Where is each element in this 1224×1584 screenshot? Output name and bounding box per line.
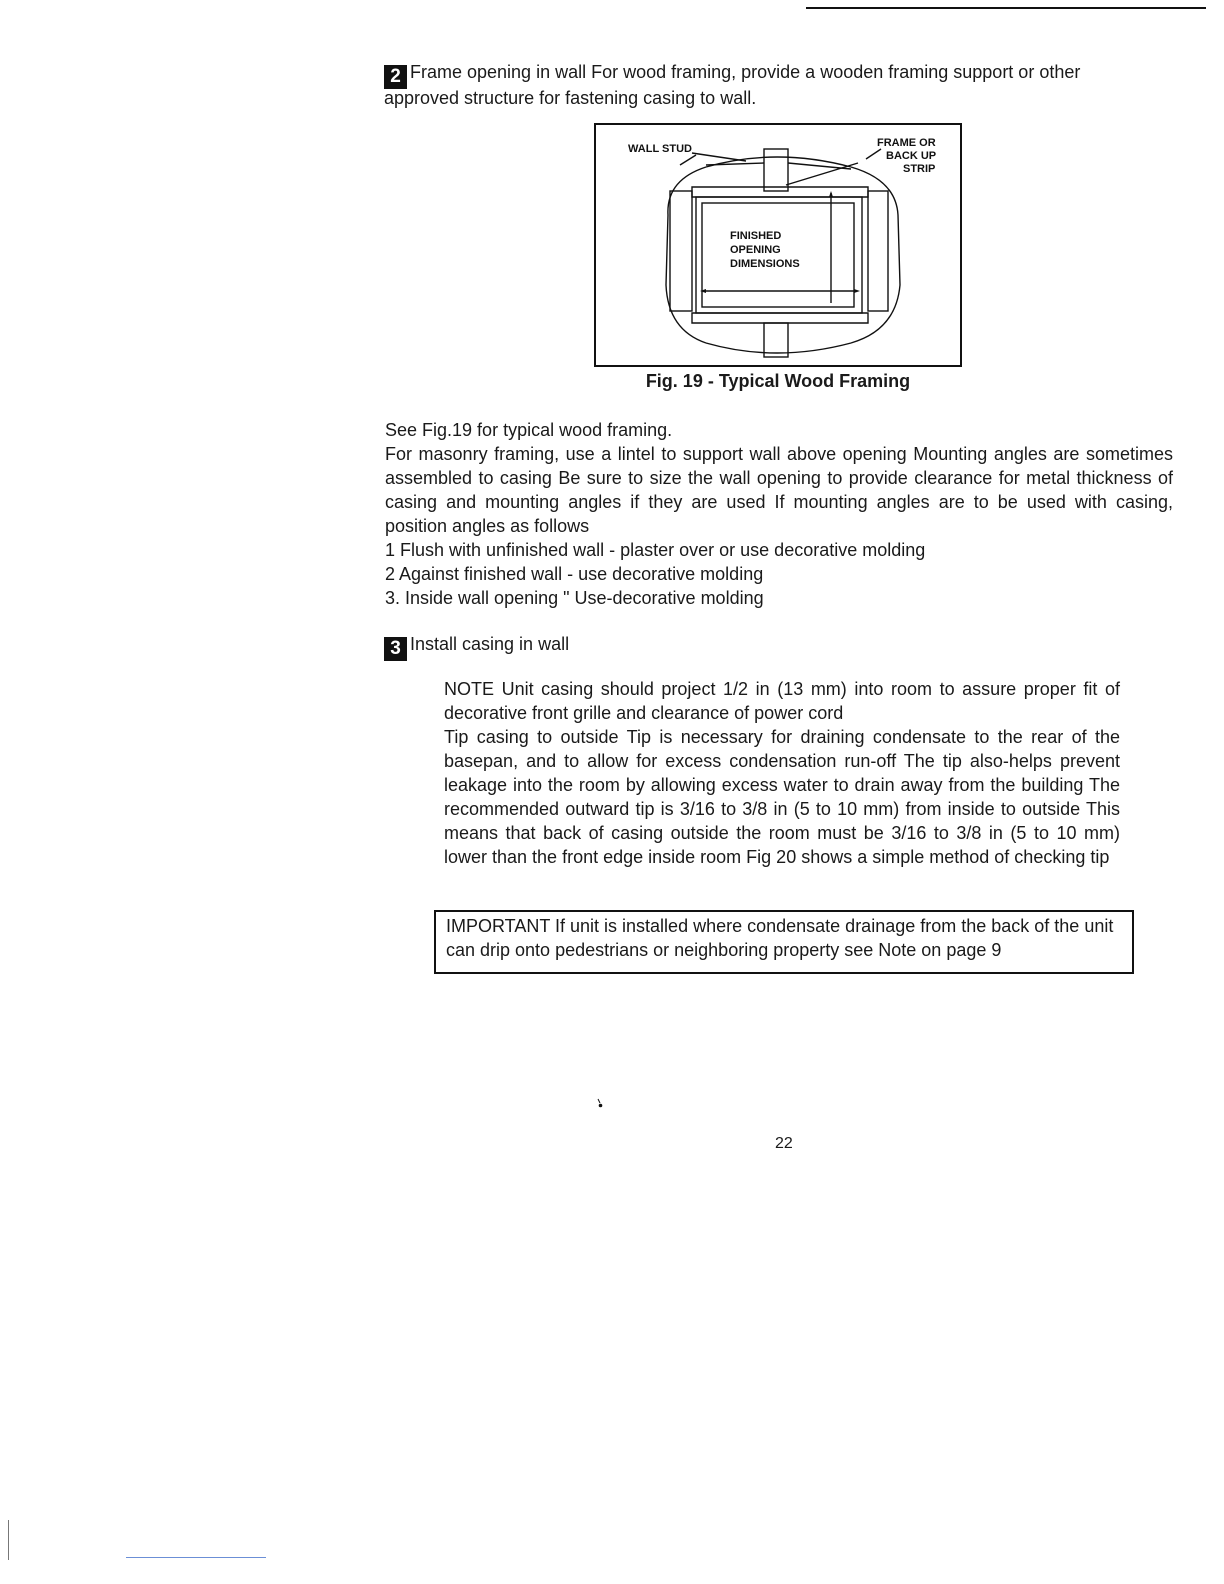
body-text (385, 418, 1173, 610)
section-2-text-cont: approved structure for fastening casing to wall. (384, 88, 757, 108)
dimensions-label: DIMENSIONS (730, 258, 800, 270)
back-up-label: BACK UP (886, 150, 937, 162)
important-notice: IMPORTANT If unit is installed where condensate drainage from the back of the unit can drip onto pedestrians or neighboring property see Note on page 9 (434, 910, 1134, 974)
section-3-heading (384, 632, 569, 661)
page-number: 22 (775, 1135, 793, 1152)
top-rule (806, 7, 1206, 9)
section-3-text: Install casing in wall (410, 634, 570, 654)
note-block (444, 677, 1120, 869)
step-3-badge: 3 (384, 637, 407, 661)
note-paragraph: NOTE Unit casing should project 1/2 in (13 mm) into room to assure proper fit of decorative front grille and clearance of power cord (444, 679, 1120, 723)
tip-paragraph: Tip casing to outside Tip is necessary for draining condensate to the rear of the basepan, and to allow for excess condensation run-off The tip also-helps prevent leakage into the room by allowing excess water to drain away from the building The recommended outward tip is 3/16 to 3/8 in (5 to 10 mm) from inside to outside This means that back of casing outside the room must be 3/16 to 3/8 in (5 to 10 mm) lower than the front edge inside room Fig 20 shows a simple method of checking tip (444, 727, 1120, 867)
step-2-badge: 2 (384, 65, 407, 89)
list-item: 3. Inside wall opening " Use-decorative molding (385, 588, 764, 608)
bottom-rule (126, 1557, 266, 1558)
figure-19 (594, 123, 962, 367)
margin-mark (8, 1520, 9, 1560)
strip-label: STRIP (903, 163, 936, 175)
opening-label: OPENING (730, 244, 781, 256)
wall-stud-label: WALL STUD (628, 143, 692, 155)
stray-mark (597, 1098, 603, 1108)
list-item: 1 Flush with unfinished wall - plaster over or use decorative molding (385, 540, 926, 560)
list-item: 2 Against finished wall - use decorative molding (385, 564, 764, 584)
section-2-text: Frame opening in wall For wood framing, provide a wooden framing support or other (410, 62, 1081, 82)
masonry-paragraph: For masonry framing, use a lintel to support wall above opening Mounting angles are sometimes assembled to casing Be sure to size the wall opening to provide clearance for metal thickness of casing and mounting angles if they are used If mounting angles are to be used with casing, position angles as follows (385, 444, 1173, 536)
finished-label: FINISHED (730, 230, 782, 242)
see-fig-paragraph: See Fig.19 for typical wood framing. (385, 420, 673, 440)
section-2-heading (384, 60, 1184, 89)
frame-or-label: FRAME OR (877, 137, 936, 149)
figure-caption: Fig. 19 - Typical Wood Framing (645, 371, 911, 391)
